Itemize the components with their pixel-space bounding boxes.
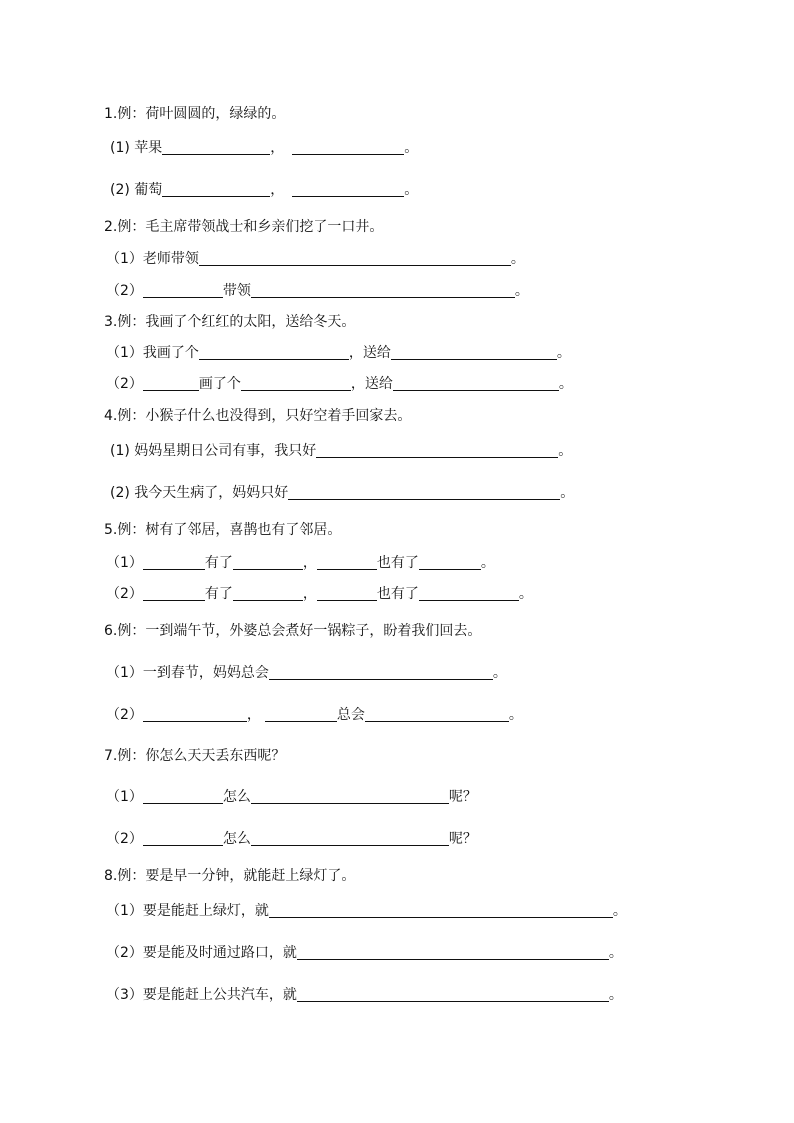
answer-blank[interactable] xyxy=(199,251,511,266)
answer-blank[interactable] xyxy=(233,555,303,570)
item-text: 葡萄 xyxy=(134,182,163,198)
question-4-example: 4.例：小猴子什么也没得到，只好空着手回家去。 xyxy=(104,408,412,424)
item-number: （3） xyxy=(106,987,143,1003)
answer-blank[interactable] xyxy=(162,140,270,155)
item-number: （1） xyxy=(106,345,143,361)
answer-blank[interactable] xyxy=(297,987,609,1002)
q4-item-1 xyxy=(110,441,572,461)
answer-blank[interactable] xyxy=(292,182,404,197)
answer-blank[interactable] xyxy=(143,707,247,722)
answer-blank[interactable] xyxy=(419,586,519,601)
item-text: 也有了 xyxy=(376,555,419,571)
answer-blank[interactable] xyxy=(317,555,377,570)
item-text: 要是能及时通过路口，就 xyxy=(142,945,297,961)
item-text: ，送给 xyxy=(350,376,393,392)
answer-blank[interactable] xyxy=(297,945,609,960)
answer-blank[interactable] xyxy=(391,345,557,360)
answer-blank[interactable] xyxy=(265,707,337,722)
period: 。 xyxy=(608,945,623,961)
answer-blank[interactable] xyxy=(241,376,351,391)
question-3-example: 3.例：我画了个红红的太阳，送给冬天。 xyxy=(104,314,356,330)
period: 。 xyxy=(608,987,623,1003)
q7-item-1 xyxy=(106,787,477,807)
answer-blank[interactable] xyxy=(143,283,223,298)
item-text: 有了 xyxy=(204,555,233,571)
item-text: ，送给 xyxy=(348,345,391,361)
item-text: 总会 xyxy=(336,707,365,723)
answer-blank[interactable] xyxy=(317,586,377,601)
period: 。 xyxy=(558,443,573,459)
item-number: （1） xyxy=(106,903,143,919)
q2-item-2 xyxy=(106,281,529,301)
period: 。 xyxy=(556,345,571,361)
item-number: (2) xyxy=(110,485,130,501)
answer-blank[interactable] xyxy=(143,555,205,570)
q1-item-1 xyxy=(110,138,418,158)
question-8-example: 8.例：要是早一分钟，就能赶上绿灯了。 xyxy=(104,868,356,884)
q8-item-3 xyxy=(106,985,623,1005)
q5-item-2 xyxy=(106,584,533,604)
item-text: 要是能赶上公共汽车，就 xyxy=(142,987,297,1003)
question-end: 呢？ xyxy=(448,789,477,805)
item-number: （2） xyxy=(106,586,143,602)
item-text: 怎么 xyxy=(222,831,251,847)
q6-item-1 xyxy=(106,663,507,683)
comma: ， xyxy=(302,555,317,571)
answer-blank[interactable] xyxy=(316,443,558,458)
item-text: 老师带领 xyxy=(142,251,199,267)
item-number: （1） xyxy=(106,665,143,681)
answer-blank[interactable] xyxy=(251,789,449,804)
answer-blank[interactable] xyxy=(393,376,559,391)
question-end: 呢？ xyxy=(448,831,477,847)
period: 。 xyxy=(560,485,575,501)
q3-item-1 xyxy=(106,343,571,363)
period: 。 xyxy=(492,665,507,681)
comma: ， xyxy=(270,140,285,156)
period: 。 xyxy=(404,182,419,198)
answer-blank[interactable] xyxy=(269,665,493,680)
period: 。 xyxy=(514,283,529,299)
item-number: (1) xyxy=(110,443,130,459)
item-text: 我今天生病了，妈妈只好 xyxy=(134,485,289,501)
item-number: （1） xyxy=(106,251,143,267)
item-text: 苹果 xyxy=(134,140,163,156)
item-text: 有了 xyxy=(204,586,233,602)
period: 。 xyxy=(612,903,627,919)
item-text: 画了个 xyxy=(198,376,241,392)
item-text: 也有了 xyxy=(376,586,419,602)
comma: ， xyxy=(302,586,317,602)
q1-item-2 xyxy=(110,180,418,200)
comma: ， xyxy=(246,707,261,723)
answer-blank[interactable] xyxy=(251,831,449,846)
answer-blank[interactable] xyxy=(269,903,613,918)
item-number: （2） xyxy=(106,945,143,961)
answer-blank[interactable] xyxy=(143,789,223,804)
answer-blank[interactable] xyxy=(162,182,270,197)
question-5-example: 5.例：树有了邻居，喜鹊也有了邻居。 xyxy=(104,522,342,538)
answer-blank[interactable] xyxy=(292,140,404,155)
answer-blank[interactable] xyxy=(288,485,560,500)
answer-blank[interactable] xyxy=(199,345,349,360)
item-number: （2） xyxy=(106,707,143,723)
q3-item-2 xyxy=(106,374,573,394)
q8-item-2 xyxy=(106,943,623,963)
item-text: 一到春节，妈妈总会 xyxy=(142,665,269,681)
item-text: 我画了个 xyxy=(142,345,199,361)
item-text: 妈妈星期日公司有事，我只好 xyxy=(134,443,317,459)
period: 。 xyxy=(510,251,525,267)
item-number: （2） xyxy=(106,831,143,847)
q6-item-2 xyxy=(106,705,523,725)
question-1-example: 1.例：荷叶圆圆的，绿绿的。 xyxy=(104,106,286,122)
q4-item-2 xyxy=(110,483,574,503)
period: 。 xyxy=(518,586,533,602)
period: 。 xyxy=(404,140,419,156)
item-text: 带领 xyxy=(222,283,251,299)
answer-blank[interactable] xyxy=(143,586,205,601)
answer-blank[interactable] xyxy=(419,555,481,570)
q8-item-1 xyxy=(106,901,627,921)
item-number: （1） xyxy=(106,789,143,805)
answer-blank[interactable] xyxy=(143,376,199,391)
q7-item-2 xyxy=(106,829,477,849)
answer-blank[interactable] xyxy=(233,586,303,601)
answer-blank[interactable] xyxy=(365,707,509,722)
question-2-example: 2.例：毛主席带领战士和乡亲们挖了一口井。 xyxy=(104,219,384,235)
period: 。 xyxy=(480,555,495,571)
question-7-example: 7.例：你怎么天天丢东西呢？ xyxy=(104,748,286,764)
question-6-example: 6.例：一到端午节，外婆总会煮好一锅粽子，盼着我们回去。 xyxy=(104,623,482,639)
q2-item-1 xyxy=(106,249,525,269)
period: 。 xyxy=(558,376,573,392)
comma: ， xyxy=(270,182,285,198)
period: 。 xyxy=(508,707,523,723)
item-number: （2） xyxy=(106,376,143,392)
q5-item-1 xyxy=(106,553,495,573)
item-number: (1) xyxy=(110,140,130,156)
item-number: （2） xyxy=(106,283,143,299)
answer-blank[interactable] xyxy=(251,283,515,298)
answer-blank[interactable] xyxy=(143,831,223,846)
item-number: （1） xyxy=(106,555,143,571)
item-text: 怎么 xyxy=(222,789,251,805)
item-text: 要是能赶上绿灯，就 xyxy=(142,903,269,919)
item-number: (2) xyxy=(110,182,130,198)
